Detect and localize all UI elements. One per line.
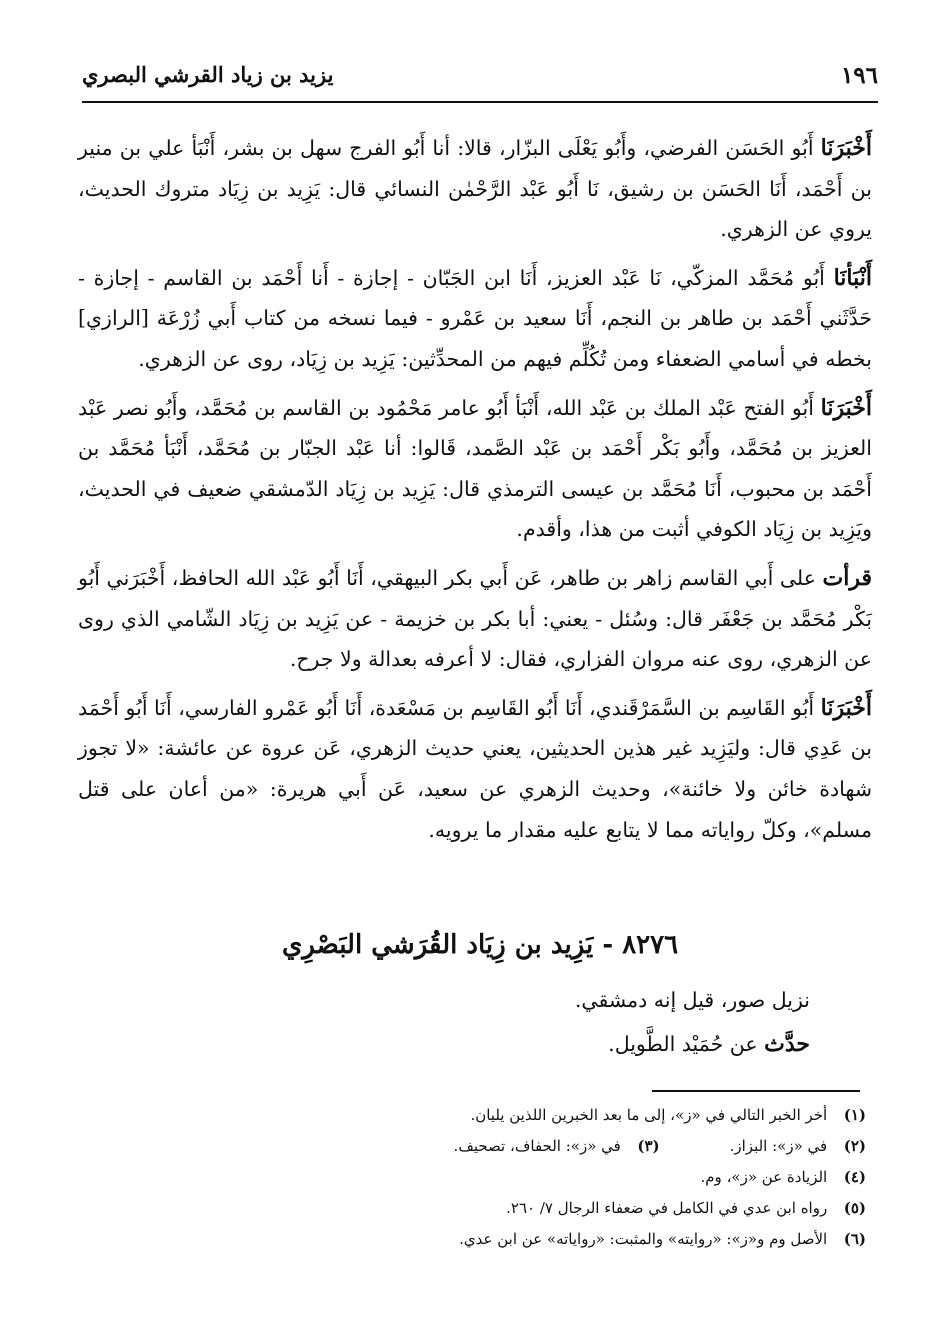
paragraph-lead: أَنْبَأنَا <box>833 264 872 291</box>
paragraph-4 <box>78 558 872 680</box>
paragraph-1 <box>78 128 872 250</box>
footnote-4 <box>150 1162 866 1193</box>
paragraph-text: أَبُو الفتح عَبْد الملك بن عَبْد الله، أَنْبَأ أَبُو عامر مَحْمُود بن القاسم بن مُحَمَّد، وأَبُو نصر عَبْد العزيز بن مُحَمَّد، وأَبُو بَكْر أَحْمَد بن عَبْد الصَّمد، قَالوا: أنا عَبْد الجبّار بن مُحَمَّد، أَنْبَأ مُحَمَّد بن أَحْمَد بن محبوب، أَنَا مُحَمَّد بن عيسى الترمذي قال: يَزِيد بن زِيَاد الدّمشقي ضعيف في الحديث، ويَزِيد بن زِيَاد الكوفي أثبت من هذا، وأقدم. <box>78 395 872 542</box>
paragraph-text: أَبُو القَاسِم بن السَّمَرْقَندي، أَنَا أَبُو القَاسِم بن مَسْعَدة، أَنَا أَبُو عَمْرو الفارسي، أَنَا أَبُو أَحْمَد بن عَدِي قال: وليَزِيد غير هذين الحديثين، يعني حديث الزهري، عَن عروة عن عائشة: «لا تجوز شهادة خائن ولا خائنة»، وحديث الزهري عن سعيد، عَن أَبي هريرة: «من أعان على قتل مسلم»، وكلّ رواياته مما لا يتابع عليه مقدار ما يرويه. <box>78 695 872 842</box>
footnote-2 <box>730 1131 866 1162</box>
header-rule <box>82 101 878 103</box>
paragraph-lead: أَخْبَرَنَا <box>820 394 872 421</box>
footnote-text: الزيادة عن «ز»، وم. <box>700 1168 828 1186</box>
paragraph-5 <box>78 688 872 850</box>
footnote-3 <box>454 1131 660 1162</box>
paragraph-lead: أَخْبَرَنَا <box>820 694 872 721</box>
footnote-5 <box>150 1193 866 1224</box>
paragraph-lead: قرأت <box>822 564 872 591</box>
footnote-text: أخر الخبر التالي في «ز»، إلى ما بعد الخبرين اللذين يليان. <box>470 1106 828 1124</box>
footnote-text: في «ز»: البزاز. <box>729 1137 828 1155</box>
entry-text: عن حُمَيْد الطَّويل. <box>608 1032 758 1056</box>
footnote-text: الأصل وم و«ز»: «روايته» والمثبت: «رواياته» عن ابن عدي. <box>459 1230 828 1248</box>
main-text <box>78 128 872 858</box>
paragraph-text: أَبُو مُحَمَّد المزكّي، نَا عَبْد العزيز، أَنَا ابن الجَبّان - إجازة - أَنا أَحْمَد بن القاسم - إجازة - حَدَّثَني أَحْمَد بن طاهر بن النجم، أَنَا سعيد بن عَمْرو - فيما نسخه من كتاب أَبي زُرْعَة [الرازي] بخطه في أسامي الضعفاء ومن تُكُلِّم فيهم من المحدِّثين: يَزِيد بن زِيَاد، روى عن الزهري. <box>78 265 872 371</box>
footnote-6 <box>150 1224 866 1255</box>
paragraph-text: أَبُو الحَسَن الفرضي، وأَبُو يَعْلَى البزّار، قالا: أنا أَبُو الفرج سهل بن بشر، أَنْبَأ علي بن منير بن أَحْمَد، أَنَا الحَسَن بن رشيق، نَا أَبُو عَبْد الرَّحْمٰن النسائي قال: يَزِيد بن زِيَاد متروك الحديث، يروي عن الزهري. <box>78 136 872 242</box>
footnote-number: (١) <box>843 1106 866 1124</box>
entry-line-2 <box>150 1022 810 1066</box>
footnote-text: في «ز»: الحفاف، تصحيف. <box>453 1137 621 1155</box>
page-number: ١٩٦ <box>840 62 878 89</box>
footnote-number: (٦) <box>843 1230 866 1248</box>
footnote-rule <box>652 1090 860 1092</box>
entry-lead: حدَّث <box>764 1031 810 1057</box>
footnotes <box>150 1100 866 1255</box>
paragraph-text: على أَبي القاسم زاهر بن طاهر، عَن أَبي بكر البيهقي، أَنَا أَبُو عَبْد الله الحافظ، أَخْبَرَني أَبُو بَكْر مُحَمَّد بن جَعْفَر قال: وسُئل - يعني: أبا بكر بن خزيمة - عن يَزِيد بن زِيَاد الشّامي الذي روى عن الزهري، روى عنه مروان الفزاري، فقال: لا أعرفه بعدالة ولا جرح. <box>78 565 872 672</box>
footnote-row-2-3 <box>150 1131 866 1162</box>
running-title: يزيد بن زياد القرشي البصري <box>82 62 334 87</box>
paragraph-3 <box>78 388 872 550</box>
running-header <box>82 62 878 102</box>
entry-heading: ٨٢٧٦ - يَزِيد بن زِيَاد القُرَشي البَصْرِي <box>281 930 679 960</box>
entry-line-1: نزيل صور، قيل إنه دمشقي. <box>574 988 810 1012</box>
paragraph-lead: أَخْبَرَنَا <box>820 135 872 161</box>
footnote-1 <box>150 1100 866 1131</box>
footnote-text: رواه ابن عدي في الكامل في ضعفاء الرجال ٧/ ٢٦٠. <box>506 1199 828 1217</box>
footnote-number: (٤) <box>843 1168 866 1186</box>
paragraph-2 <box>78 258 872 380</box>
footnote-number: (٥) <box>843 1199 866 1217</box>
footnote-number: (٣) <box>637 1137 660 1155</box>
footnote-number: (٢) <box>843 1137 866 1155</box>
entry-body <box>150 978 810 1066</box>
